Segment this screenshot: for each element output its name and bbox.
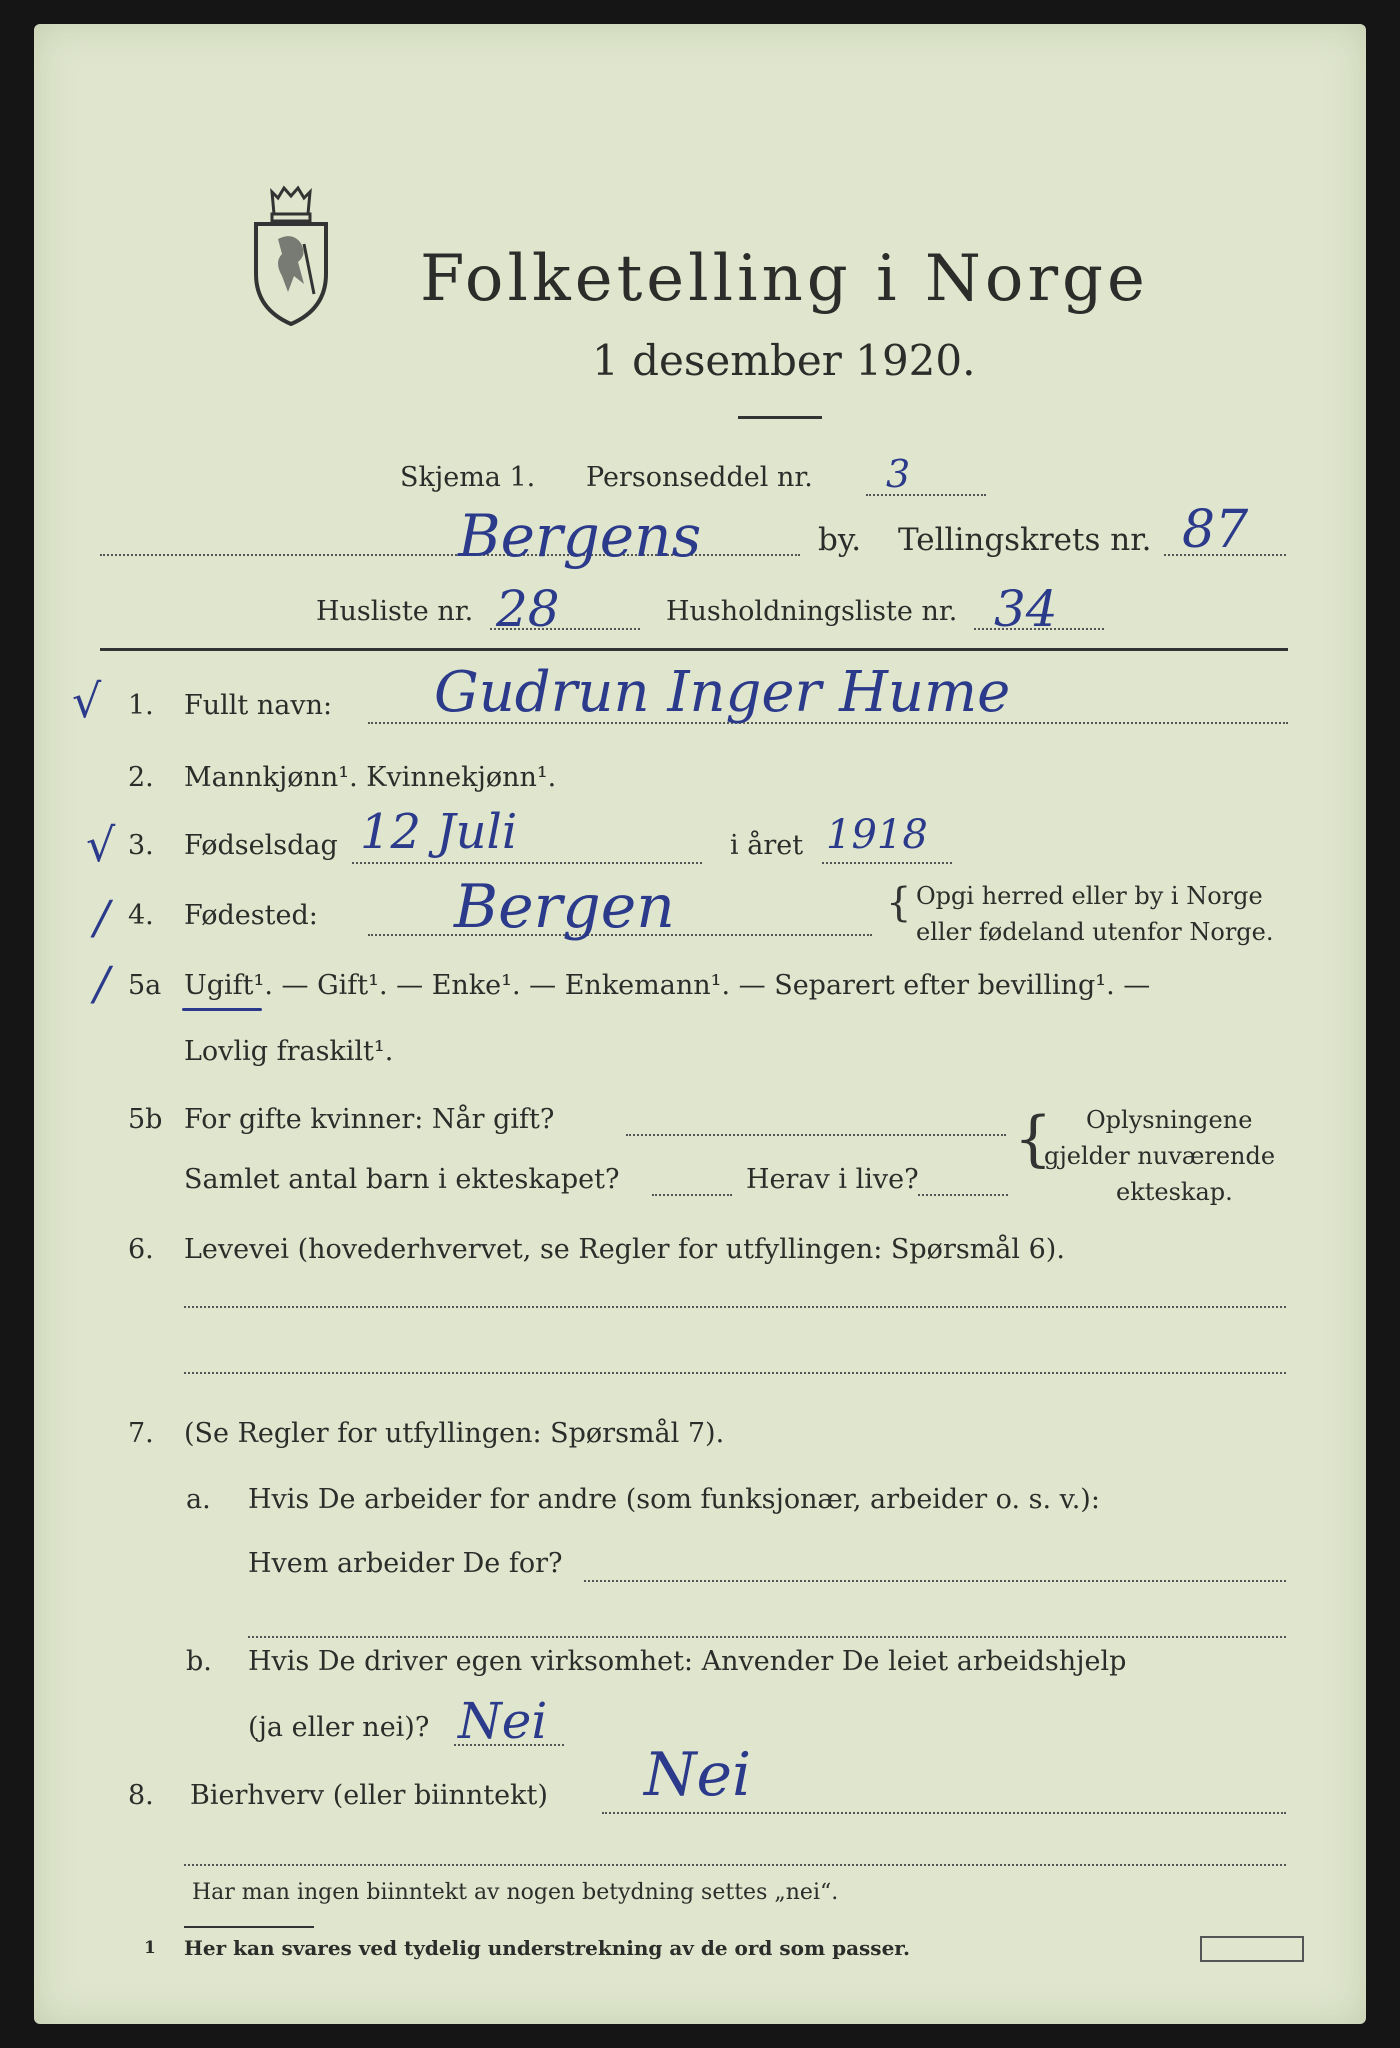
form-title: Folketelling i Norge: [420, 242, 1149, 316]
by-label: by.: [818, 522, 862, 558]
q5b-label-children: Samlet antal barn i ekteskapet?: [184, 1164, 620, 1195]
check-mark-icon: /: [94, 890, 110, 944]
q7a-answer-line2: [248, 1636, 1286, 1638]
q8-answer-line1: [602, 1812, 1286, 1814]
q7b-line1: Hvis De driver egen virksomhet: Anvender De leiet arbeidshjelp: [248, 1646, 1127, 1677]
q5a-number: 5a: [128, 970, 162, 1001]
q7-label: (Se Regler for utfyllingen: Spørsmål 7).: [184, 1418, 725, 1449]
q5b-brace: {: [1014, 1104, 1053, 1174]
husliste-label: Husliste nr.: [316, 596, 474, 627]
q4-brace: {: [886, 880, 912, 926]
q7a-line2: Hvem arbeider De for?: [248, 1548, 563, 1579]
tellingskrets-label: Tellingskrets nr.: [898, 522, 1152, 558]
coat-of-arms-icon: [248, 184, 334, 326]
check-mark-icon: √: [72, 674, 102, 728]
footnote-mark: 1: [144, 1938, 156, 1958]
q3-year-label: i året: [730, 830, 804, 861]
q7b-line2: (ja eller nei)?: [248, 1712, 430, 1743]
census-date: 1 desember 1920.: [592, 336, 976, 385]
q5b-note-line1: Oplysningene: [1086, 1106, 1253, 1134]
q7a-answer-line1: [584, 1580, 1286, 1582]
q7a-line1: Hvis De arbeider for andre (som funksjonær, arbeider o. s. v.):: [248, 1484, 1100, 1515]
header-rule: [100, 648, 1288, 651]
q4-value: Bergen: [454, 872, 675, 942]
q3-label: Fødselsdag: [184, 830, 338, 861]
skjema-label: Skjema 1.: [400, 462, 536, 493]
by-value: Bergens: [458, 502, 702, 570]
q5b-alive-line: [918, 1194, 1008, 1196]
footnote-rule: [184, 1926, 314, 1928]
q3-day-line: [352, 862, 702, 864]
q5b-label-alive: Herav i live?: [746, 1164, 919, 1195]
q5a-options-line1: Ugift¹. — Gift¹. — Enke¹. — Enkemann¹. — Separert efter bevilling¹. —: [184, 970, 1151, 1001]
q8-value: Nei: [644, 1740, 752, 1810]
q6-label: Levevei (hovederhvervet, se Regler for utfyllingen: Spørsmål 6).: [184, 1234, 1065, 1265]
title-divider: [738, 416, 822, 419]
q5b-note-line3: ekteskap.: [1116, 1178, 1233, 1206]
q1-number: 1.: [128, 690, 154, 721]
q2-label: Mannkjønn¹. Kvinnekjønn¹.: [184, 762, 557, 793]
q4-number: 4.: [128, 900, 154, 931]
q5b-when-line: [626, 1134, 1006, 1136]
husholdningsliste-label: Husholdningsliste nr.: [666, 596, 958, 627]
footnote-text: Her kan svares ved tydelig understrekning av de ord som passer.: [184, 1936, 910, 1960]
no-income-note: Har man ingen biinntekt av nogen betydning settes „nei“.: [192, 1880, 839, 1905]
personseddel-label: Personseddel nr.: [586, 462, 813, 493]
q5b-note-line2: gjelder nuværende: [1044, 1142, 1276, 1170]
q5b-children-line: [652, 1194, 732, 1196]
q1-label: Fullt navn:: [184, 690, 333, 721]
personseddel-line: [866, 494, 986, 496]
q7b-letter: b.: [186, 1646, 212, 1677]
q3-year-value: 1918: [826, 812, 928, 858]
q6-number: 6.: [128, 1234, 154, 1265]
q6-line2: [184, 1372, 1286, 1374]
husliste-value: 28: [496, 580, 560, 638]
q4-note-line2: eller fødeland utenfor Norge.: [916, 918, 1274, 946]
printer-stamp: [1200, 1936, 1304, 1962]
check-mark-icon: √: [86, 818, 116, 872]
q8-number: 8.: [128, 1780, 154, 1811]
census-form-page: [34, 24, 1366, 2024]
q3-value: 12 Juli: [360, 804, 518, 860]
tellingskrets-value: 87: [1182, 500, 1249, 560]
q7b-value: Nei: [458, 1692, 548, 1750]
q5a-options-line2: Lovlig fraskilt¹.: [184, 1036, 394, 1067]
check-mark-icon: /: [94, 956, 110, 1010]
q7a-letter: a.: [186, 1484, 211, 1515]
q3-year-line: [822, 862, 952, 864]
q8-label: Bierhverv (eller biinntekt): [190, 1780, 548, 1811]
personseddel-value: 3: [886, 452, 911, 496]
ugift-underline: [182, 1008, 262, 1011]
q5b-number: 5b: [128, 1104, 163, 1135]
husholdningsliste-value: 34: [994, 580, 1058, 638]
q2-number: 2.: [128, 762, 154, 793]
q1-value: Gudrun Inger Hume: [434, 660, 1011, 725]
q7-number: 7.: [128, 1418, 154, 1449]
q6-line1: [184, 1306, 1286, 1308]
q4-label: Fødested:: [184, 900, 318, 931]
q8-answer-line2: [184, 1864, 1286, 1866]
q4-note-line1: Opgi herred eller by i Norge: [916, 882, 1263, 910]
q3-number: 3.: [128, 830, 154, 861]
q5b-label-when-married: For gifte kvinner: Når gift?: [184, 1104, 555, 1135]
